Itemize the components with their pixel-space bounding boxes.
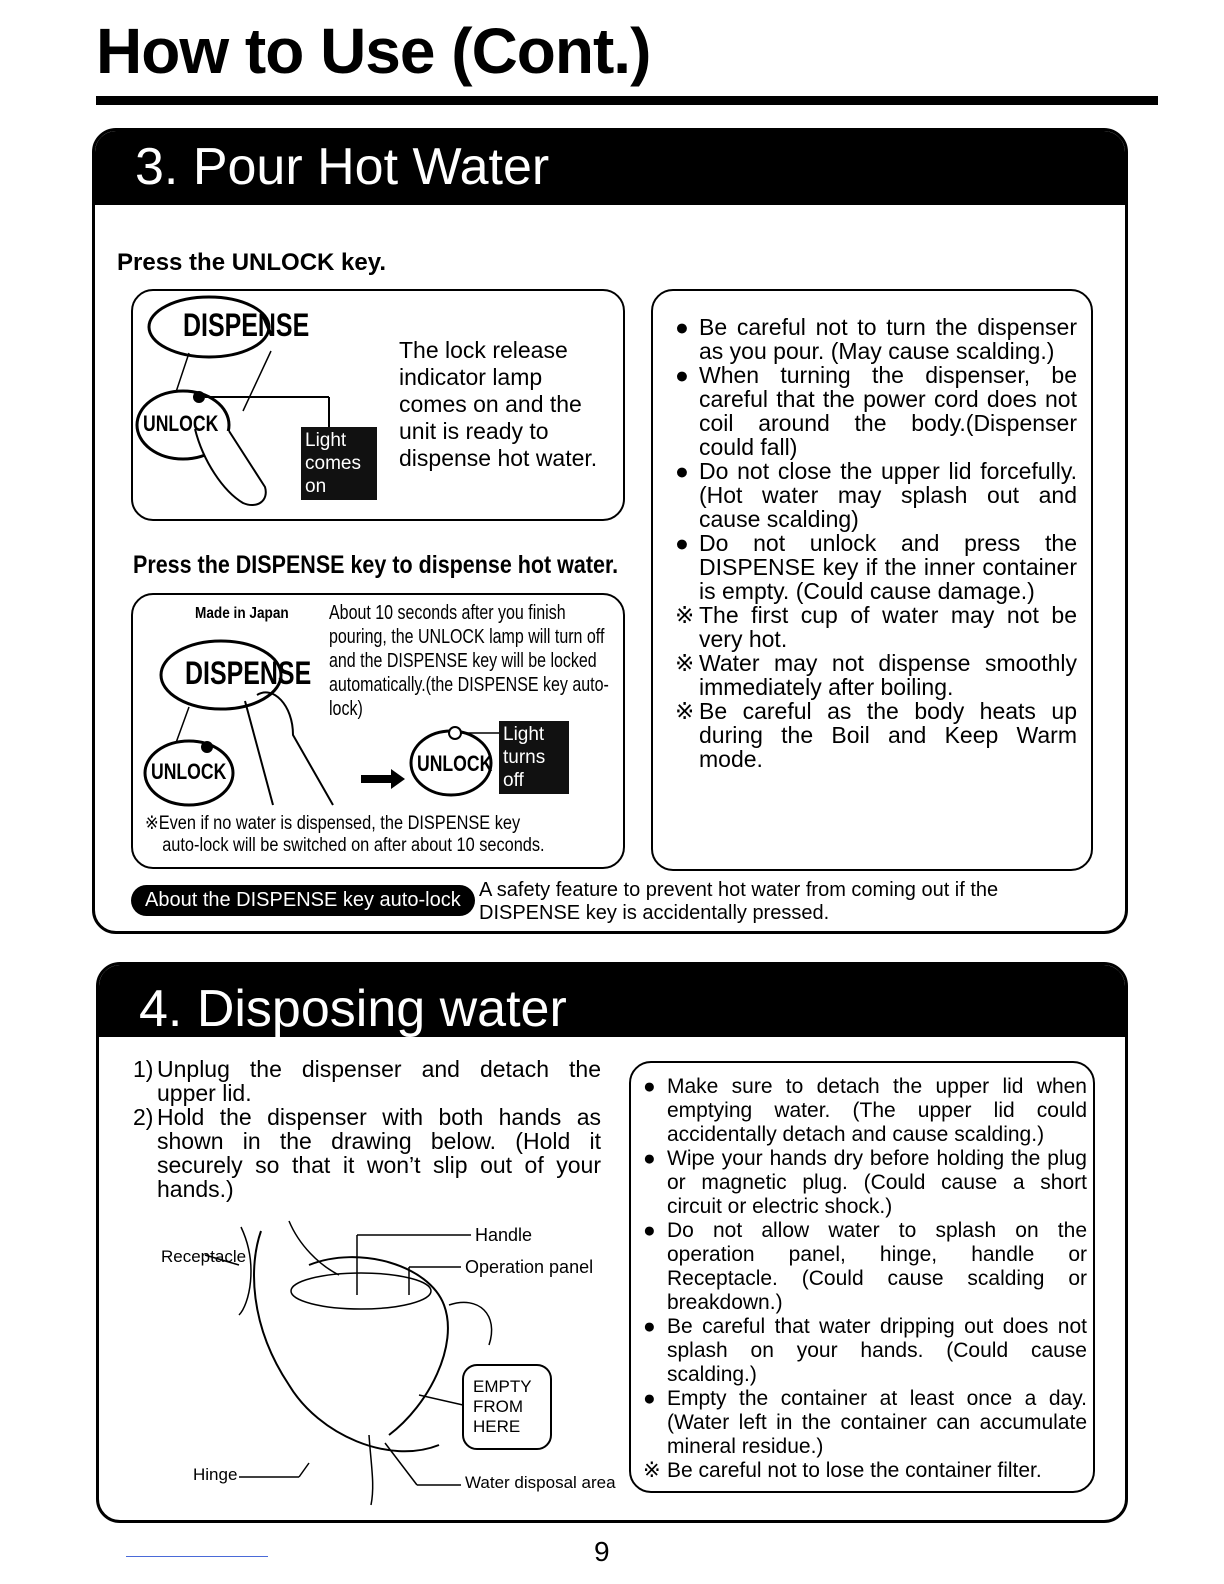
note-mark-icon: ※ <box>675 698 695 724</box>
empty-from-here-label: EMPTY FROM HERE <box>473 1377 532 1436</box>
bullet-icon: ● <box>643 1075 656 1098</box>
unlock-description: The lock release indicator lamp comes on and the unit is ready to dispense hot water. <box>399 337 598 471</box>
autolock-explanation: A safety feature to prevent hot water from coming out if the DISPENSE key is accidentally pressed. <box>479 879 999 924</box>
title-rule <box>96 96 1158 105</box>
caution-text: Be careful that water dripping out does not splash on your hands. (Could cause scalding.) <box>667 1315 1087 1386</box>
step1-heading: Press the UNLOCK key. <box>117 249 386 276</box>
footer-link-line <box>126 1556 268 1557</box>
unlock-key-label-3: UNLOCK <box>417 751 493 776</box>
caution-text: Do not allow water to splash on the operation panel, hinge, handle or Receptacle. (Could cause scalding or breakdown.) <box>667 1219 1087 1314</box>
dispense-diagram-box <box>131 593 625 869</box>
caution-text: When turning the dispenser, be careful that the power cord does not coil around the body.(Dispenser could fall) <box>699 362 1077 460</box>
dispense-key-label-2: DISPENSE <box>185 655 312 691</box>
made-in-japan-label: Made in Japan <box>195 605 289 622</box>
disposal-step-2: 2) Hold the dispenser with both hands as shown in the drawing below. (Hold it securely so that it won’t slip out of your hands.) <box>133 1104 601 1202</box>
caution-text: Make sure to detach the upper lid when emptying water. (The upper lid could accidentally detach and cause scalding.) <box>667 1075 1087 1146</box>
caution-item <box>675 459 1077 531</box>
hinge-label: Hinge <box>193 1465 238 1484</box>
caution-item <box>643 1315 1087 1387</box>
page-title: How to Use (Cont.) <box>96 15 651 87</box>
bullet-icon: ● <box>675 362 689 388</box>
caution-text: Be careful as the body heats up during the Boil and Keep Warm mode. <box>699 698 1077 772</box>
water-disposal-area-label: Water disposal area <box>465 1473 616 1492</box>
section-header <box>95 131 1125 205</box>
lamp-turns-off-label: Light turns off <box>499 721 569 794</box>
disposal-cautions-box <box>629 1061 1095 1493</box>
bullet-icon: ● <box>675 314 689 340</box>
caution-item <box>643 1219 1087 1315</box>
caution-item <box>675 699 1077 771</box>
caution-text: Empty the container at least once a day. (Water left in the container can accumulate mineral residue.) <box>667 1387 1087 1458</box>
handle-label: Handle <box>475 1225 533 1245</box>
section-title: 3. Pour Hot Water <box>135 138 550 196</box>
caution-item <box>675 531 1077 603</box>
caution-item <box>675 315 1077 363</box>
unlock-diagram-box <box>131 289 625 521</box>
caution-item <box>675 363 1077 459</box>
note-mark-icon: ※ <box>675 602 695 628</box>
autolock-badge: About the DISPENSE key auto-lock <box>131 885 475 916</box>
caution-item <box>643 1459 1087 1483</box>
page-number: 9 <box>594 1536 610 1567</box>
caution-item <box>675 651 1077 699</box>
caution-item <box>643 1075 1087 1147</box>
receptacle-label: Receptacle <box>161 1247 247 1266</box>
caution-text: Do not close the upper lid forcefully. (Hot water may splash out and cause scalding) <box>699 458 1077 532</box>
bullet-icon: ● <box>675 530 689 556</box>
caution-item <box>675 603 1077 651</box>
caution-item <box>643 1387 1087 1459</box>
bullet-icon: ● <box>643 1219 656 1242</box>
note-mark-icon: ※ <box>643 1459 661 1482</box>
caution-text: Do not unlock and press the DISPENSE key if the inner container is empty. (Could cause damage.) <box>699 530 1077 604</box>
caution-text: Be careful not to lose the container filter. <box>667 1459 1042 1482</box>
note-mark-icon: ※ <box>675 650 695 676</box>
bullet-icon: ● <box>643 1147 656 1170</box>
section-disposing-water <box>96 962 1128 1523</box>
unlock-key-label: UNLOCK <box>143 411 219 436</box>
bullet-icon: ● <box>675 458 689 484</box>
bullet-icon: ● <box>643 1315 656 1338</box>
disposal-cautions-list <box>643 1075 1087 1483</box>
caution-text: Be careful not to turn the dispenser as you pour. (May cause scalding.) <box>699 314 1077 364</box>
section-pour-hot-water <box>92 128 1128 934</box>
caution-text: The first cup of water may not be very hot. <box>699 602 1077 652</box>
pour-cautions-list <box>675 315 1077 771</box>
unlock-key-label-2: UNLOCK <box>151 759 227 784</box>
caution-text: Wipe your hands dry before holding the plug or magnetic plug. (Could cause a short circuit or electric shock.) <box>667 1147 1087 1218</box>
caution-item <box>643 1147 1087 1219</box>
caution-text: Water may not dispense smoothly immediately after boiling. <box>699 650 1077 700</box>
lamp-comes-on-label: Light comes on <box>301 427 377 500</box>
disposal-illustration <box>99 965 639 1520</box>
dispense-key-label: DISPENSE <box>183 307 310 343</box>
step2-heading: Press the DISPENSE key to dispense hot water. <box>133 551 619 579</box>
disposal-step-1: 1) Unplug the dispenser and detach the upper lid. <box>133 1056 601 1106</box>
pour-cautions-box <box>651 289 1093 871</box>
autolock-note: ※Even if no water is dispensed, the DISPENSE key auto-lock will be switched on after about 10 seconds. <box>145 813 545 856</box>
operation-panel-label: Operation panel <box>465 1257 594 1277</box>
section-title: 4. Disposing water <box>139 980 567 1038</box>
bullet-icon: ● <box>643 1387 656 1410</box>
autolock-description: About 10 seconds after you finish pouring, the UNLOCK lamp will turn off and the DISPENSE key will be locked automatically.(the DISPENSE key auto- lock) <box>329 602 609 720</box>
